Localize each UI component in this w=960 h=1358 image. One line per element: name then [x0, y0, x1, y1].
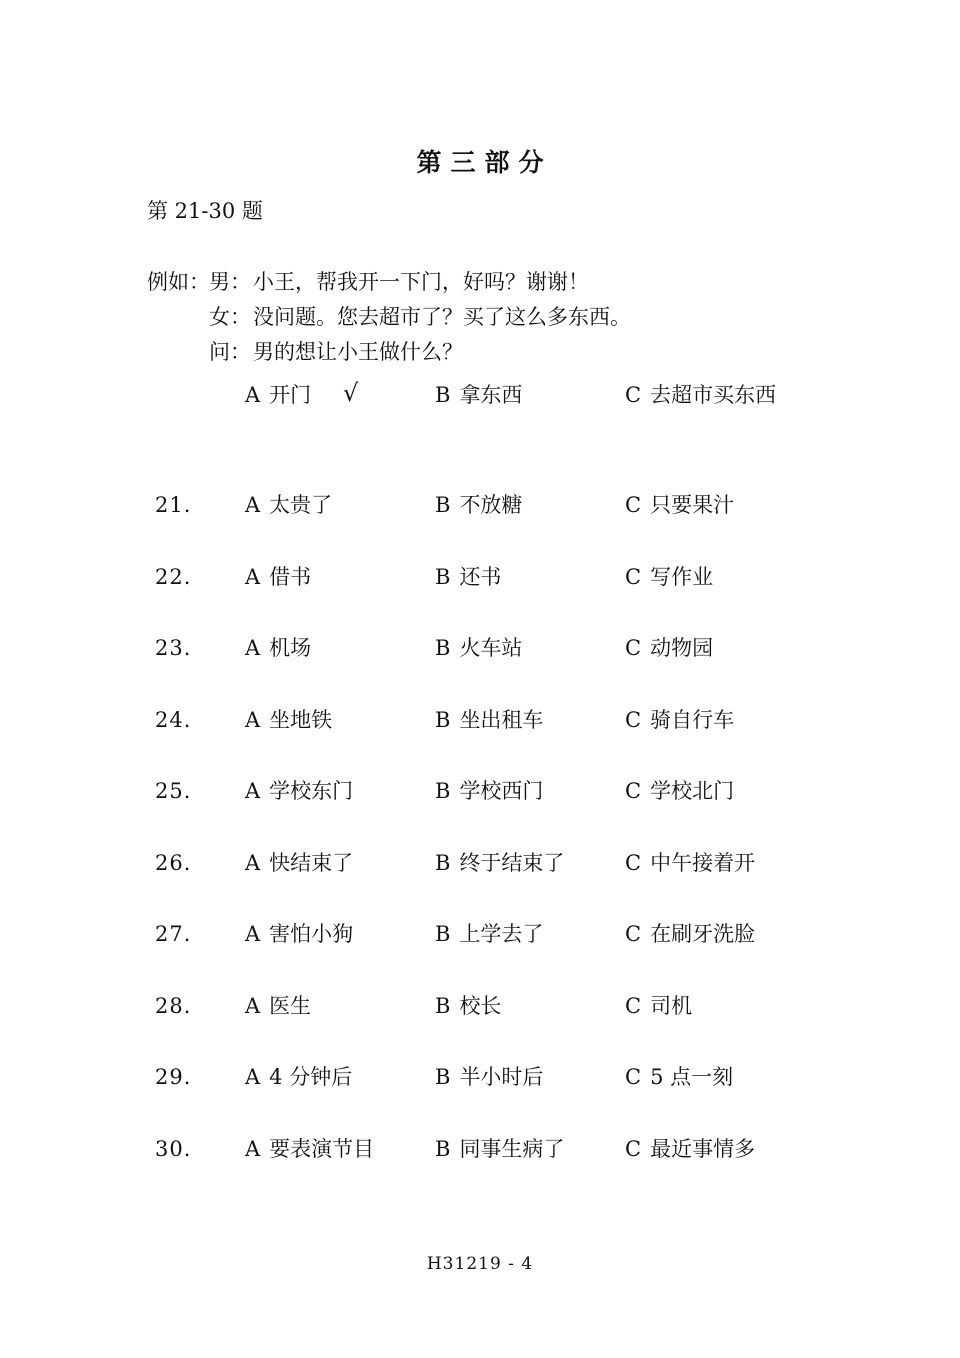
question-number: 29. — [155, 1065, 192, 1089]
question-row — [147, 989, 907, 1023]
option-text: 拿东西 — [459, 383, 523, 407]
option-text: 机场 — [269, 636, 312, 660]
option-letter: A — [245, 383, 261, 407]
option-text: 害怕小狗 — [269, 922, 354, 946]
question-number: 30. — [155, 1136, 192, 1161]
option-letter: A — [245, 636, 261, 660]
option-letter: C — [625, 779, 642, 803]
question-row — [147, 488, 907, 522]
option-letter: B — [435, 493, 451, 517]
option-letter: C — [625, 1136, 642, 1161]
question-row — [147, 631, 907, 665]
option-a[interactable] — [245, 703, 332, 737]
question-row — [147, 846, 907, 880]
option-letter: C — [625, 383, 642, 407]
example-options-row — [147, 378, 907, 412]
option-b[interactable] — [435, 1132, 564, 1166]
example-line — [147, 300, 907, 335]
option-text: 动物园 — [650, 636, 714, 660]
option-letter: C — [625, 993, 642, 1018]
page-title: 第三部分 — [416, 148, 553, 177]
option-a[interactable] — [245, 917, 353, 951]
option-letter: A — [245, 993, 261, 1018]
option-letter: C — [625, 1065, 642, 1089]
option-b[interactable] — [435, 989, 501, 1023]
option-text: 快结束了 — [269, 850, 354, 875]
option-c[interactable] — [625, 1060, 733, 1094]
option-letter: A — [245, 1065, 261, 1089]
question-number: 23. — [155, 636, 192, 660]
question-number: 27. — [155, 922, 192, 946]
option-text: 借书 — [269, 564, 312, 589]
question-number: 25. — [155, 779, 192, 803]
option-text: 只要果汁 — [650, 493, 735, 517]
option-letter: C — [625, 493, 642, 517]
option-letter: A — [245, 493, 261, 517]
question-row — [147, 1060, 907, 1094]
option-b[interactable] — [435, 703, 543, 737]
option-text: 要表演节目 — [269, 1136, 375, 1161]
page-footer: H31219 - 4 — [426, 1254, 534, 1274]
option-a[interactable] — [245, 631, 311, 665]
option-letter: C — [625, 922, 642, 946]
option-text: 校长 — [459, 993, 502, 1018]
option-text: 半小时后 — [459, 1065, 544, 1089]
example-line — [147, 265, 907, 300]
option-b[interactable] — [435, 774, 543, 808]
option-a[interactable] — [245, 560, 311, 594]
option-a[interactable] — [245, 774, 353, 808]
option-text: 骑自行车 — [650, 707, 735, 732]
option-text: 去超市买东西 — [650, 383, 777, 407]
option-letter: B — [435, 1136, 451, 1161]
option-letter: A — [245, 922, 261, 946]
option-letter: A — [245, 779, 261, 803]
option-letter: A — [245, 707, 261, 732]
option-text: 学校西门 — [459, 779, 544, 803]
option-c[interactable] — [625, 631, 713, 665]
option-text: 还书 — [459, 564, 502, 589]
option-a[interactable] — [245, 1132, 374, 1166]
option-b[interactable] — [435, 917, 543, 951]
option-a[interactable] — [245, 989, 311, 1023]
option-letter: B — [435, 1065, 451, 1089]
question-row — [147, 1132, 907, 1166]
option-c[interactable] — [625, 560, 713, 594]
option-text: 坐地铁 — [269, 707, 333, 732]
option-letter: B — [435, 636, 451, 660]
example-block — [147, 265, 907, 370]
option-letter: C — [625, 850, 642, 875]
option-a[interactable] — [245, 1060, 352, 1094]
option-letter: A — [245, 1136, 261, 1161]
option-c[interactable] — [625, 488, 734, 522]
option-text: 在刷牙洗脸 — [650, 922, 756, 946]
option-text: 司机 — [650, 993, 693, 1018]
option-letter: B — [435, 779, 451, 803]
example-speaker: 女： — [209, 305, 251, 329]
example-line — [147, 335, 907, 370]
question-number: 24. — [155, 707, 192, 732]
option-a[interactable] — [245, 846, 353, 880]
option-text: 4 分钟后 — [269, 1065, 353, 1089]
question-row — [147, 703, 907, 737]
option-b[interactable] — [435, 846, 564, 880]
option-letter: C — [625, 636, 642, 660]
option-text: 5 点一刻 — [650, 1065, 734, 1089]
option-c[interactable] — [625, 917, 755, 951]
option-text: 终于结束了 — [459, 850, 565, 875]
option-letter: B — [435, 850, 451, 875]
option-text: 学校东门 — [269, 779, 354, 803]
example-dialogue-text: 小王，帮我开一下门，好吗？谢谢！ — [253, 270, 589, 294]
question-number: 22. — [155, 564, 192, 589]
option-text: 学校北门 — [650, 779, 735, 803]
option-a[interactable] — [245, 488, 332, 522]
example-label: 例如： — [147, 270, 210, 294]
option-c[interactable] — [625, 1132, 755, 1166]
option-letter: C — [625, 707, 642, 732]
option-letter: B — [435, 383, 451, 407]
check-mark-icon: √ — [343, 379, 359, 407]
option-letter: A — [245, 850, 261, 875]
option-letter: B — [435, 707, 451, 732]
option-b[interactable] — [435, 488, 522, 522]
option-b[interactable] — [435, 560, 501, 594]
option-text: 医生 — [269, 993, 312, 1018]
option-b[interactable] — [435, 631, 522, 665]
option-letter: B — [435, 564, 451, 589]
example-dialogue-text: 没问题。您去超市了？买了这么多东西。 — [253, 305, 631, 329]
option-c[interactable] — [625, 989, 692, 1023]
question-row — [147, 917, 907, 951]
option-text: 太贵了 — [269, 493, 333, 517]
option-text: 中午接着开 — [650, 850, 756, 875]
option-letter: B — [435, 993, 451, 1018]
example-option-b[interactable] — [435, 378, 522, 412]
example-speaker: 男： — [209, 270, 251, 294]
example-question-text: 男的想让小王做什么？ — [253, 340, 463, 364]
option-text: 最近事情多 — [650, 1136, 756, 1161]
question-number: 26. — [155, 850, 192, 875]
example-option-a[interactable] — [245, 378, 311, 412]
option-text: 不放糖 — [459, 493, 523, 517]
example-speaker: 问： — [209, 340, 251, 364]
question-row — [147, 560, 907, 594]
option-c[interactable] — [625, 774, 734, 808]
option-b[interactable] — [435, 1060, 543, 1094]
option-text: 坐出租车 — [459, 707, 544, 732]
question-range-label: 第 21-30 题 — [147, 199, 263, 223]
option-text: 同事生病了 — [459, 1136, 565, 1161]
option-text: 写作业 — [650, 564, 714, 589]
question-number: 21. — [155, 493, 192, 517]
question-row — [147, 774, 907, 808]
option-text: 火车站 — [459, 636, 523, 660]
example-option-c[interactable] — [625, 378, 776, 412]
option-letter: A — [245, 564, 261, 589]
question-number: 28. — [155, 993, 192, 1018]
option-c[interactable] — [625, 846, 755, 880]
option-letter: C — [625, 564, 642, 589]
option-c[interactable] — [625, 703, 734, 737]
option-text: 上学去了 — [459, 922, 544, 946]
option-text: 开门 — [269, 383, 312, 407]
option-letter: B — [435, 922, 451, 946]
